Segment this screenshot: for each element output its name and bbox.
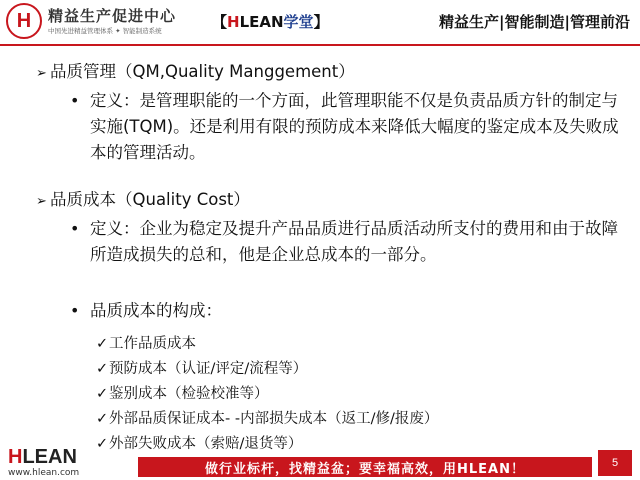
- brand-logo: [6, 3, 42, 39]
- check-item-text: 外部品质保证成本- -内部损失成本（返工/修/报废）: [109, 411, 439, 427]
- checkmark-icon: ✓: [96, 411, 109, 427]
- slide-footer: [0, 438, 640, 480]
- bullet-qc-definition: [70, 216, 630, 294]
- check-item-text: 鉴别成本（检验校准等）: [109, 386, 269, 402]
- check-item-text: 预防成本（认证/评定/流程等）: [109, 361, 308, 377]
- bullet-text: 定义：企业为稳定及提升产品品质进行品质活动所支付的费用和由于故障所造成损失的总和，他是企业总成本的一部分。: [90, 219, 618, 264]
- checkmark-icon: ✓: [96, 386, 109, 402]
- check-item: [96, 357, 307, 378]
- check-item-text: 工作品质成本: [109, 336, 196, 352]
- section-heading-qm: [36, 58, 355, 82]
- checkmark-icon: ✓: [96, 336, 109, 352]
- slide-header: [0, 0, 640, 44]
- bracket-open: 【: [212, 13, 228, 31]
- checkmark-icon: ✓: [96, 361, 109, 377]
- footer-logo-h: H: [8, 446, 23, 468]
- header-tagline: 精益生产|智能制造|管理前沿: [439, 13, 630, 31]
- dot-bullet-icon: •: [70, 301, 80, 320]
- hlean-lean: LEAN: [239, 13, 284, 31]
- footer-logo-text: LEAN: [22, 446, 77, 468]
- section-heading-qc: [36, 186, 250, 210]
- page-number: 5: [598, 450, 632, 476]
- section-heading-text: 品质管理（QM,Quality Manggement）: [50, 62, 355, 81]
- bullet-qm-definition: [70, 88, 630, 166]
- footer-url: www.hlean.com: [8, 468, 80, 478]
- brand-title: 精益生产促进中心: [48, 7, 177, 25]
- bullet-text: 品质成本的构成：: [90, 301, 222, 320]
- dot-bullet-icon: •: [70, 91, 80, 110]
- hlean-h: H: [227, 13, 240, 31]
- footer-slogan: 做行业标杆，找精益盆；要幸福高效，用HLEAN！: [138, 457, 592, 477]
- checkmark-icon: ✓: [96, 436, 109, 452]
- section-heading-text: 品质成本（Quality Cost）: [50, 190, 250, 209]
- check-item: [96, 332, 196, 353]
- check-item-text: 外部失败成本（索赔/退货等）: [109, 436, 303, 452]
- bullet-qc-composition: [70, 298, 630, 324]
- footer-logo: [8, 446, 77, 469]
- check-item: [96, 382, 269, 403]
- bracket-close: 】: [313, 13, 329, 31]
- hlean-xuetang-title: [212, 11, 329, 32]
- dot-bullet-icon: •: [70, 219, 80, 238]
- header-divider: [0, 44, 640, 46]
- check-item: [96, 407, 438, 428]
- brand-subtitle: 中国先进精益管理体系 ✦ 智能制造系统: [48, 27, 162, 35]
- xuetang-text: 学堂: [283, 13, 314, 31]
- arrow-bullet-icon: ➢: [36, 194, 47, 209]
- bullet-text: 定义：是管理职能的一个方面，此管理职能不仅是负责品质方针的制定与实施(TQM)。还是利用有限的预防成本来降低大幅度的鉴定成本及失败成本的管理活动。: [90, 91, 619, 162]
- arrow-bullet-icon: ➢: [36, 66, 47, 81]
- logo-letter: H: [16, 9, 32, 32]
